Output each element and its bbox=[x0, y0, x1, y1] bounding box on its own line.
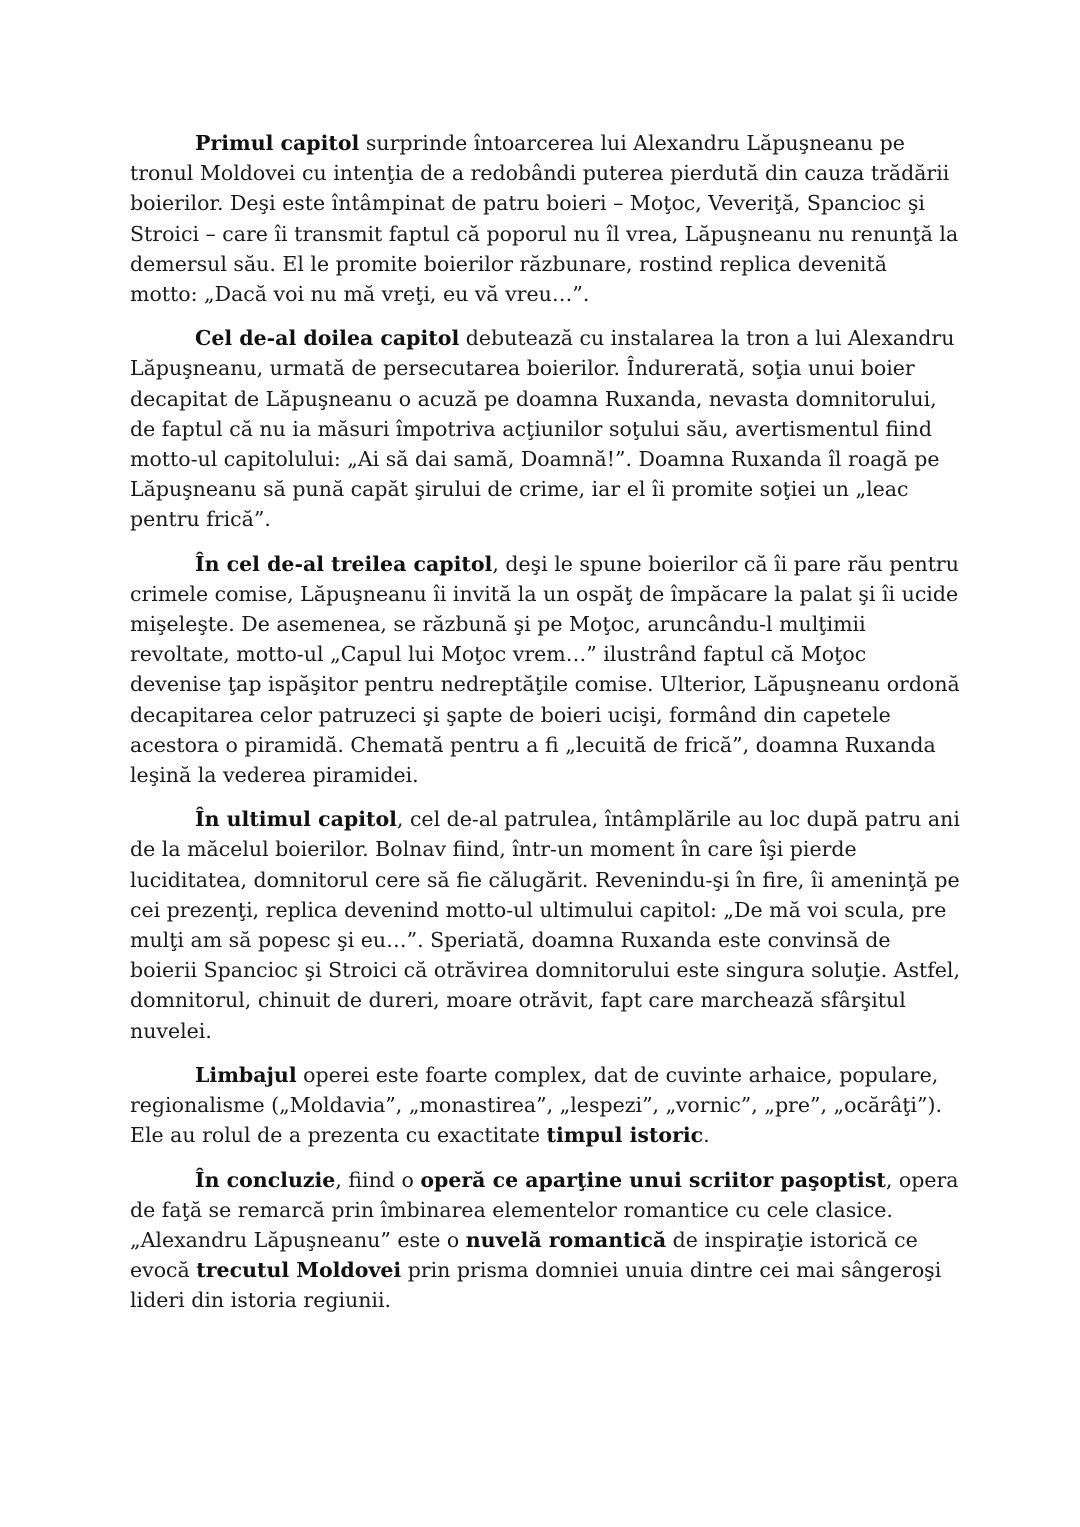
paragraph-heading: Limbajul bbox=[195, 1062, 297, 1087]
paragraph-text: surprinde întoarcerea lui Alexandru Lăpuşneanu pe tronul Moldovei cu intenţia de a redobândi puterea pierdută din cauza trădării boierilor. Deşi este întâmpinat de patru boieri – Moţoc, Veveriţă, Spancioc şi Stroici – care îi transmit faptul că poporul nu îl vrea, Lăpuşneanu nu renunţă la demersul său. El le promite boierilor răzbunare, rostind replica devenită motto: „Dacă voi nu mă vreţi, eu vă vreu…”. bbox=[130, 131, 959, 307]
paragraph-heading: În cel de-al treilea capitol bbox=[195, 551, 493, 576]
emphasis-timpul-istoric: timpul istoric bbox=[546, 1123, 704, 1148]
paragraph-text: prin prisma domniei unuia dintre cei mai sângeroşi lideri din istoria regiunii. bbox=[130, 1258, 942, 1313]
paragraph-text: operei este foarte complex, dat de cuvinte arhaice, populare, regionalisme („Moldavia”, „monastirea”, „lespezi”, „vornic”, „pre”, „ocărâţi”). Ele au rolul de a prezenta cu exactitate bbox=[130, 1062, 942, 1148]
paragraph-heading: Cel de-al doilea capitol bbox=[195, 326, 460, 351]
paragraph-al-doilea-capitol bbox=[130, 323, 960, 534]
paragraph-text: , opera de faţă se remarcă prin îmbinarea elementelor romantice cu cele clasice. „Alexandru Lăpuşneanu” este o bbox=[130, 1167, 959, 1252]
paragraph-concluzie bbox=[130, 1165, 960, 1316]
emphasis-nuvela-romantica: nuvelă romantică bbox=[465, 1227, 667, 1252]
paragraph-text: . bbox=[703, 1123, 710, 1148]
emphasis-opera-pasoptist: operă ce aparţine unui scriitor paşoptist bbox=[420, 1167, 886, 1192]
paragraph-text: , deşi le spune boierilor că îi pare rău pentru crimele comise, Lăpuşneanu îi invită la un ospăţ de împăcare la palat şi îi ucide mişeleşte. De asemenea, se răzbună şi pe Moţoc, aruncându-l mulţimii revoltate, motto-ul „Capul lui Moţoc vrem…” ilustrând faptul că Moţoc devenise ţap ispăşitor pentru nedreptăţile comise. Ulterior, Lăpuşneanu ordonă decapitarea celor patruzeci şi şapte de boieri ucişi, formând din capetele acestora o piramidă. Chemată pentru a fi „lecuită de frică”, doamna Ruxanda leşină la vederea piramidei. bbox=[130, 551, 960, 788]
paragraph-heading: În concluzie bbox=[195, 1167, 336, 1192]
paragraph-ultimul-capitol bbox=[130, 804, 960, 1046]
paragraph-text: , fiind o bbox=[335, 1167, 421, 1192]
paragraph-heading: În ultimul capitol bbox=[195, 807, 397, 832]
emphasis-trecutul-moldovei: trecutul Moldovei bbox=[196, 1258, 402, 1283]
paragraph-text: , cel de-al patrulea, întâmplările au loc după patru ani de la măcelul boierilor. Bolnav fiind, într-un moment în care îşi pierde luciditatea, domnitorul cere să fie călugărit. Revenindu-şi în fire, îi ameninţă pe cei prezenţi, replica devenind motto-ul ultimului capitol: „De mă voi scula, pre mulţi am să popesc şi eu…”. Speriată, doamna Ruxanda este convinsă de boierii Spancioc şi Stroici că otrăvirea domnitorului este singura soluţie. Astfel, domnitorul, chinuit de dureri, moare otrăvit, fapt care marchează sfârşitul nuvelei. bbox=[130, 807, 960, 1043]
paragraph-text: de inspiraţie istorică ce evocă bbox=[130, 1227, 918, 1283]
paragraph-limbajul bbox=[130, 1060, 960, 1151]
paragraph-primul-capitol bbox=[130, 128, 960, 309]
document-page bbox=[130, 128, 960, 1330]
paragraph-text: debutează cu instalarea la tron a lui Alexandru Lăpuşneanu, urmată de persecutarea boierilor. Îndurerată, soţia unui boier decapitat de Lăpuşneanu o acuză pe doamna Ruxanda, nevasta domnitorului, de faptul că nu ia măsuri împotriva acţiunilor soţului său, avertismentul fiind motto-ul capitolului: „Ai să dai samă, Doamnă!”. Doamna Ruxanda îl roagă pe Lăpuşneanu să pună capăt şirului de crime, iar el îi promite soţiei un „leac pentru frică”. bbox=[130, 326, 955, 532]
paragraph-al-treilea-capitol bbox=[130, 549, 960, 791]
paragraph-heading: Primul capitol bbox=[195, 131, 360, 155]
